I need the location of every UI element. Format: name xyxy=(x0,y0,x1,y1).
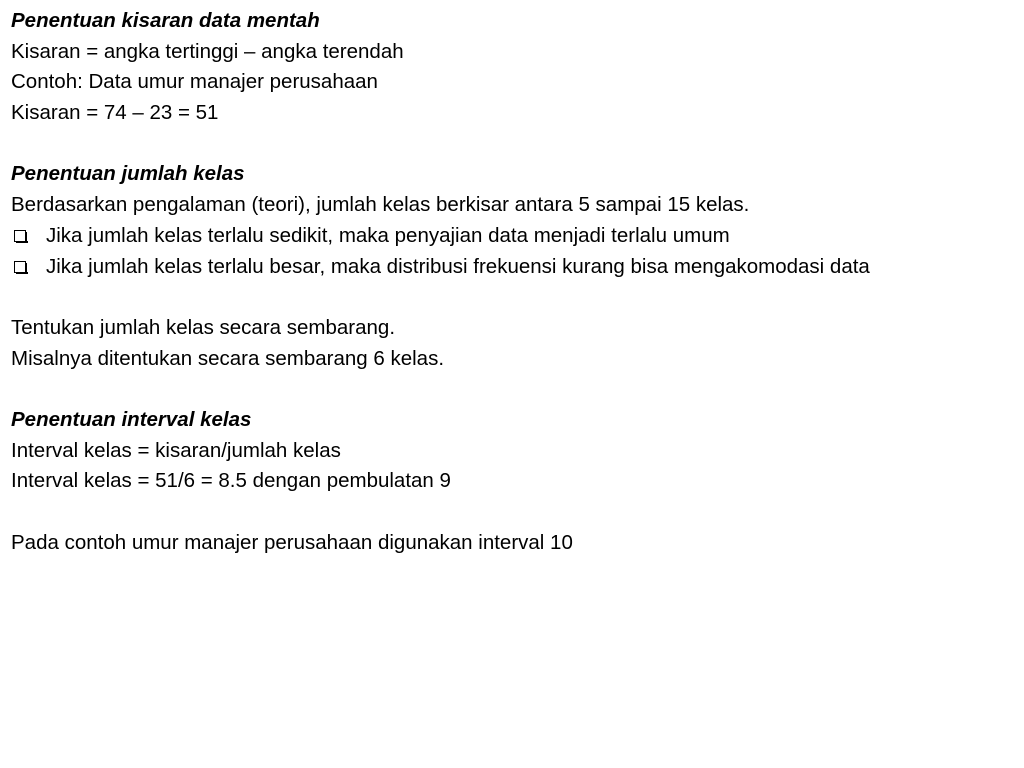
section-heading-kisaran: Penentuan kisaran data mentah xyxy=(11,9,320,32)
text-line: Tentukan jumlah kelas secara sembarang. xyxy=(11,315,396,339)
bullet-text: Jika jumlah kelas terlalu besar, maka distribusi frekuensi kurang bisa mengakomodasi data xyxy=(46,254,870,278)
text-line: Kisaran = 74 – 23 = 51 xyxy=(11,101,219,125)
text-line: Interval kelas = 51/6 = 8.5 dengan pembulatan 9 xyxy=(11,469,451,493)
bullet-item xyxy=(11,252,1016,283)
slide-content xyxy=(11,6,1016,558)
text-line: Berdasarkan pengalaman (teori), jumlah kelas berkisar antara 5 sampai 15 kelas. xyxy=(11,193,750,217)
checkbox-bullet-icon xyxy=(14,230,26,242)
text-line: Kisaran = angka tertinggi – angka terendah xyxy=(11,39,404,63)
section-heading-interval: Penentuan interval kelas xyxy=(11,407,252,431)
text-line: Misalnya ditentukan secara sembarang 6 kelas. xyxy=(11,346,445,370)
text-line: Interval kelas = kisaran/jumlah kelas xyxy=(11,438,341,462)
checkbox-bullet-icon xyxy=(14,261,26,273)
bullet-text: Jika jumlah kelas terlalu sedikit, maka penyajian data menjadi terlalu umum xyxy=(46,223,730,247)
text-line: Contoh: Data umur manajer perusahaan xyxy=(11,70,378,94)
spacer xyxy=(11,129,1016,160)
spacer xyxy=(11,374,1016,405)
closing-text: Pada contoh umur manajer perusahaan digunakan interval 10 xyxy=(11,530,573,554)
spacer xyxy=(11,282,1016,313)
section-heading-jumlah-kelas: Penentuan jumlah kelas xyxy=(11,162,245,186)
spacer xyxy=(11,497,1016,528)
bullet-item xyxy=(11,221,1016,252)
